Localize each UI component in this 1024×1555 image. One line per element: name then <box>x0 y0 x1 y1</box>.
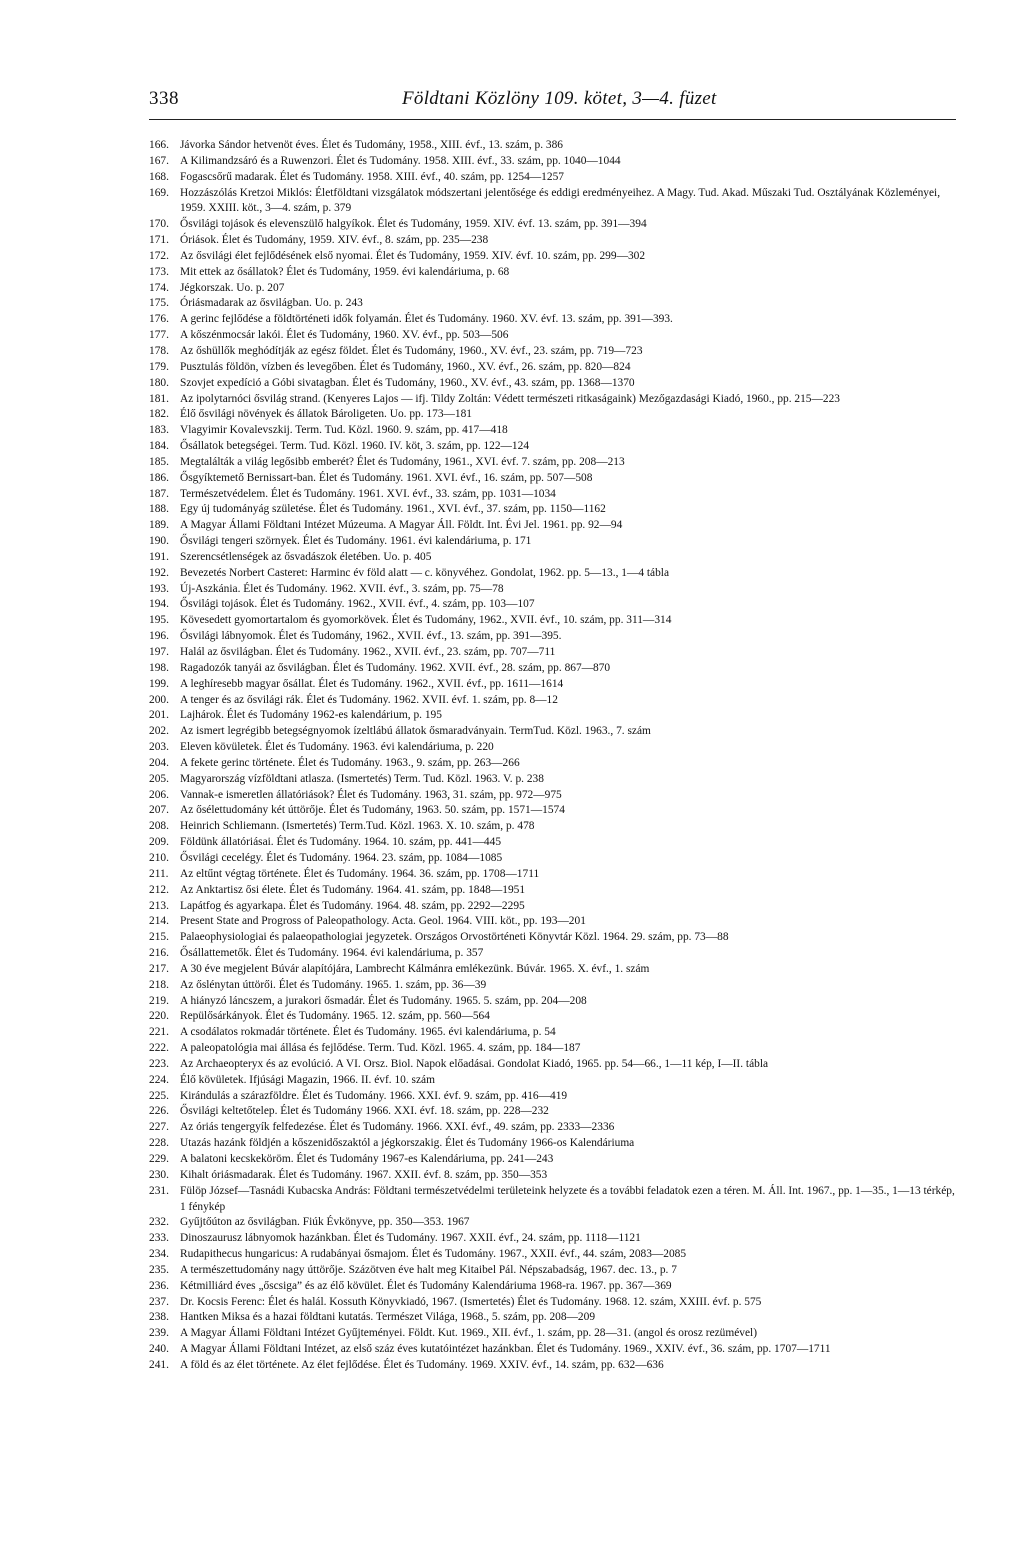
entry-text: Lapátfog és agyarkapa. Élet és Tudomány. 1964. 48. szám, pp. 2292—2295 <box>180 899 525 912</box>
bibliography-entry <box>149 487 959 503</box>
entry-number: 216. <box>149 947 169 960</box>
bibliography-entry <box>149 867 959 883</box>
entry-number: 195. <box>149 614 169 627</box>
entry-number: 212. <box>149 883 169 896</box>
entry-number: 233. <box>149 1232 169 1245</box>
bibliography-entry <box>149 265 959 281</box>
entry-number: 221. <box>149 1026 169 1039</box>
bibliography-entry <box>149 1136 959 1152</box>
bibliography-entry <box>149 138 959 154</box>
bibliography-entry <box>149 1326 959 1342</box>
entry-number: 194. <box>149 598 169 611</box>
entry-text: Ősvilági tengeri szörnyek. Élet és Tudomány. 1961. évi kalendáriuma, p. 171 <box>180 535 532 548</box>
bibliography-entry <box>149 1152 959 1168</box>
bibliography-entry <box>149 328 959 344</box>
entry-number: 191. <box>149 550 169 563</box>
entry-text: A Magyar Állami Földtani Intézet, az első száz éves kutatóintézet hazánkban. Élet és Tudomány. 1969., XXIV. évf., 36. szám, pp. 1707—1711 <box>180 1343 831 1356</box>
entry-number: 217. <box>149 962 169 975</box>
entry-number: 179. <box>149 360 169 373</box>
entry-number: 226. <box>149 1105 169 1118</box>
entry-text: Vannak-e ismeretlen állatóriások? Élet és Tudomány. 1963, 31. szám, pp. 972—975 <box>180 788 562 801</box>
bibliography-entry <box>149 1057 959 1073</box>
entry-number: 172. <box>149 249 169 262</box>
entry-number: 208. <box>149 820 169 833</box>
bibliography-entry <box>149 677 959 693</box>
bibliography-entry <box>149 1279 959 1295</box>
entry-text: A Magyar Állami Földtani Intézet Gyűjteményei. Földt. Kut. 1969., XII. évf., 1. szám, pp. 28—31. (angol és orosz rezümével) <box>180 1327 757 1340</box>
bibliography-entry <box>149 708 959 724</box>
entry-number: 228. <box>149 1137 169 1150</box>
entry-number: 231. <box>149 1184 169 1197</box>
bibliography-entry <box>149 1184 959 1216</box>
entry-text: Present State and Progross of Paleopathology. Acta. Geol. 1964. VIII. köt., pp. 193—201 <box>180 915 586 928</box>
entry-number: 197. <box>149 646 169 658</box>
bibliography-entry <box>149 978 959 994</box>
entry-number: 214. <box>149 915 169 928</box>
entry-text: Magyarország vízföldtani atlasza. (Ismertetés) Term. Tud. Közl. 1963. V. p. 238 <box>180 772 544 785</box>
bibliography-entry <box>149 502 959 518</box>
bibliography-entry <box>149 1168 959 1184</box>
entry-text: Utazás hazánk földjén a kőszenidőszaktól a jégkorszakig. Élet és Tudomány 1966-os Kalendáriuma <box>180 1137 635 1150</box>
bibliography-entry <box>149 883 959 899</box>
bibliography-entry <box>149 154 959 170</box>
entry-number: 185. <box>149 455 169 468</box>
entry-text: Fogascsőrű madarak. Élet és Tudomány. 1958. XIII. évf., 40. szám, pp. 1254—1257 <box>180 170 564 183</box>
bibliography-entry <box>149 661 959 677</box>
entry-text: Kövesedett gyomortartalom és gyomorkövek. Élet és Tudomány, 1962., XVII. évf., 10. szám, pp. 311—314 <box>180 614 672 627</box>
bibliography-entry <box>149 217 959 233</box>
entry-number: 207. <box>149 804 169 817</box>
bibliography-entry <box>149 1089 959 1105</box>
bibliography-entry <box>149 819 959 835</box>
bibliography-entry <box>149 613 959 629</box>
entry-text: Ősvilági lábnyomok. Élet és Tudomány, 1962., XVII. évf., 13. szám, pp. 391—395. <box>180 630 562 643</box>
entry-number: 206. <box>149 788 169 801</box>
entry-number: 199. <box>149 677 169 690</box>
bibliography-entry <box>149 1358 959 1374</box>
entry-text: Ősvilági keltetőtelep. Élet és Tudomány 1966. XXI. évf. 18. szám, pp. 228—232 <box>180 1105 549 1118</box>
entry-number: 196. <box>149 630 169 643</box>
entry-text: A tenger és az ősvilági rák. Élet és Tudomány. 1962. XVII. évf. 1. szám, pp. 8—12 <box>180 693 558 706</box>
bibliography-entry <box>149 835 959 851</box>
bibliography-entry <box>149 550 959 566</box>
bibliography-entry <box>149 1295 959 1311</box>
bibliography-entry <box>149 471 959 487</box>
entry-number: 189. <box>149 519 169 532</box>
entry-text: Dinoszaurusz lábnyomok hazánkban. Élet és Tudomány. 1967. XXII. évf., 24. szám, pp. 1118—1121 <box>180 1232 641 1245</box>
entry-number: 192. <box>149 566 169 579</box>
entry-text: A hiányzó láncszem, a jurakori ősmadár. Élet és Tudomány. 1965. 5. szám, pp. 204—208 <box>180 994 587 1007</box>
entry-number: 209. <box>149 836 169 849</box>
bibliography-entry <box>149 788 959 804</box>
entry-number: 232. <box>149 1216 169 1229</box>
entry-text: Lajhárok. Élet és Tudomány 1962-es kalendárium, p. 195 <box>180 709 442 722</box>
entry-text: Természetvédelem. Élet és Tudomány. 1961. XVI. évf., 33. szám, pp. 1031—1034 <box>180 487 556 500</box>
bibliography-entry <box>149 233 959 249</box>
entry-number: 175. <box>149 297 169 310</box>
bibliography-entry <box>149 186 959 218</box>
bibliography-entry <box>149 1025 959 1041</box>
entry-number: 166. <box>149 139 169 151</box>
entry-text: Az ipolytarnóci ősvilág strand. (Kenyeres Lajos — ifj. Tildy Zoltán: Védett természeti ritkaságaink) Mezőgazdasági Kiadó, 1960., pp. 215—223 <box>180 392 840 405</box>
entry-text: Az Anktartisz ősi élete. Élet és Tudomány. 1964. 41. szám, pp. 1848—1951 <box>180 883 526 896</box>
entry-number: 239. <box>149 1327 169 1340</box>
entry-number: 213. <box>149 899 169 912</box>
entry-text: Megtalálták a világ legősibb emberét? Élet és Tudomány, 1961., XVI. évf. 7. szám, pp. 208—213 <box>180 455 625 468</box>
entry-number: 169. <box>149 186 169 199</box>
entry-text: Új-Aszkánia. Élet és Tudomány. 1962. XVII. évf., 3. szám, pp. 75—78 <box>180 582 504 595</box>
entry-text: Földünk állatóriásai. Élet és Tudomány. 1964. 10. szám, pp. 441—445 <box>180 836 502 849</box>
bibliography-entry <box>149 1247 959 1263</box>
entry-number: 236. <box>149 1279 169 1292</box>
page-header <box>149 88 956 118</box>
bibliography-entry <box>149 1215 959 1231</box>
entry-text: Pusztulás földön, vízben és levegőben. Élet és Tudomány, 1960., XV. évf., 26. szám, pp. 820—824 <box>180 360 631 373</box>
entry-number: 234. <box>149 1248 169 1261</box>
bibliography-entry <box>149 645 959 661</box>
entry-text: Hozzászólás Kretzoi Miklós: Életföldtani vizsgálatok módszertani jelentősége és eddigi eredményeihez. A Magy. Tud. Akad. Műszaki Tud. Osztályának Közleményei, 1959. XXIII. köt., 3—4. szám, p. 379 <box>180 186 941 215</box>
bibliography-entry <box>149 693 959 709</box>
entry-number: 177. <box>149 329 169 342</box>
bibliography-entry <box>149 1041 959 1057</box>
bibliography-entry <box>149 851 959 867</box>
entry-text: A természettudomány nagy úttörője. Százötven éve halt meg Kitaibel Pál. Népszabadság, 1967. dec. 13., p. 7 <box>180 1263 677 1276</box>
entry-text: Óriásmadarak az ősvilágban. Uo. p. 243 <box>180 297 363 310</box>
running-title: Földtani Közlöny 109. kötet, 3—4. füzet <box>402 88 717 109</box>
entry-text: Élő kövületek. Ifjúsági Magazin, 1966. II. évf. 10. szám <box>180 1073 435 1086</box>
entry-number: 202. <box>149 725 169 738</box>
entry-text: Az óriás tengergyík felfedezése. Élet és Tudomány. 1966. XXI. évf., 49. szám, pp. 2333—2336 <box>180 1121 615 1134</box>
entry-number: 201. <box>149 709 169 722</box>
entry-number: 219. <box>149 994 169 1007</box>
entry-number: 174. <box>149 281 169 294</box>
entry-number: 215. <box>149 931 169 944</box>
entry-number: 200. <box>149 693 169 706</box>
bibliography-entry <box>149 312 959 328</box>
entry-number: 238. <box>149 1311 169 1324</box>
entry-text: Bevezetés Norbert Casteret: Harminc év föld alatt — c. könyvéhez. Gondolat, 1962. pp. 5—13., 1—4 tábla <box>180 566 670 579</box>
entry-number: 184. <box>149 440 169 453</box>
entry-text: A balatoni kecskeköröm. Élet és Tudomány 1967-es Kalendáriuma, pp. 241—243 <box>180 1153 554 1165</box>
entry-number: 186. <box>149 471 169 484</box>
entry-number: 210. <box>149 851 169 864</box>
entry-text: Mit ettek az ősállatok? Élet és Tudomány, 1959. évi kalendáriuma, p. 68 <box>180 265 510 278</box>
entry-text: Óriások. Élet és Tudomány, 1959. XIV. évf., 8. szám, pp. 235—238 <box>180 234 489 247</box>
entry-text: Heinrich Schliemann. (Ismertetés) Term.Tud. Közl. 1963. X. 10. szám, p. 478 <box>180 820 535 833</box>
entry-text: Az őshüllők meghódítják az egész földet. Élet és Tudomány, 1960., XV. évf., 23. szám, pp. 719—723 <box>180 344 643 357</box>
entry-text: Eleven kövületek. Élet és Tudomány. 1963. évi kalendáriuma, p. 220 <box>180 741 494 754</box>
bibliography-entry <box>149 518 959 534</box>
bibliography-entry <box>149 629 959 645</box>
bibliography-entry <box>149 899 959 915</box>
entry-number: 190. <box>149 535 169 548</box>
entry-text: A gerinc fejlődése a földtörténeti idők folyamán. Élet és Tudomány. 1960. XV. évf. 13. szám, pp. 391—393. <box>180 313 673 326</box>
bibliography-entry <box>149 1073 959 1089</box>
entry-number: 218. <box>149 978 169 991</box>
bibliography-entry <box>149 249 959 265</box>
entry-text: Az ismert legrégibb betegségnyomok ízeltlábú állatok ősmaradványain. TermTud. Közl. 1963., 7. szám <box>180 725 651 738</box>
bibliography-list <box>149 138 959 1374</box>
entry-text: A fekete gerinc története. Élet és Tudomány. 1963., 9. szám, pp. 263—266 <box>180 756 520 769</box>
entry-number: 204. <box>149 756 169 769</box>
entry-number: 176. <box>149 313 169 326</box>
entry-number: 230. <box>149 1168 169 1181</box>
bibliography-entry <box>149 1009 959 1025</box>
entry-text: A 30 éve megjelent Búvár alapítójára, Lambrecht Kálmánra emlékezünk. Búvár. 1965. X. évf., 1. szám <box>180 962 650 975</box>
bibliography-entry <box>149 376 959 392</box>
entry-number: 235. <box>149 1263 169 1276</box>
entry-number: 223. <box>149 1057 169 1070</box>
entry-text: Az őslénytan úttörői. Élet és Tudomány. 1965. 1. szám, pp. 36—39 <box>180 978 487 991</box>
entry-text: Hantken Miksa és a hazai földtani kutatás. Természet Világa, 1968., 5. szám, pp. 208—209 <box>180 1311 596 1324</box>
bibliography-entry <box>149 914 959 930</box>
bibliography-entry <box>149 1231 959 1247</box>
entry-text: Halál az ősvilágban. Élet és Tudomány. 1962., XVII. évf., 23. szám, pp. 707—711 <box>180 646 556 658</box>
bibliography-entry <box>149 1263 959 1279</box>
entry-text: Kihalt óriásmadarak. Élet és Tudomány. 1967. XXII. évf. 8. szám, pp. 350—353 <box>180 1168 548 1181</box>
bibliography-entry <box>149 296 959 312</box>
entry-text: Ragadozók tanyái az ősvilágban. Élet és Tudomány. 1962. XVII. évf., 28. szám, pp. 867—870 <box>180 661 611 674</box>
page-number: 338 <box>149 88 179 109</box>
entry-text: Élő ősvilági növények és állatok Bároligeten. Uo. pp. 173—181 <box>180 408 472 421</box>
entry-text: Ősállatok betegségei. Term. Tud. Közl. 1960. IV. köt, 3. szám, pp. 122—124 <box>180 440 530 453</box>
entry-text: Kétmilliárd éves „őscsiga” és az élő kövület. Élet és Tudomány Kalendáriuma 1968-ra. 1967. pp. 367—369 <box>180 1279 672 1292</box>
entry-number: 170. <box>149 218 169 231</box>
bibliography-entry <box>149 344 959 360</box>
entry-number: 225. <box>149 1089 169 1102</box>
entry-text: Vlagyimir Kovalevszkij. Term. Tud. Közl. 1960. 9. szám, pp. 417—418 <box>180 424 508 437</box>
bibliography-entry <box>149 1120 959 1136</box>
bibliography-entry <box>149 423 959 439</box>
entry-text: A leghíresebb magyar ősállat. Élet és Tudomány. 1962., XVII. évf., pp. 1611—1614 <box>180 677 564 690</box>
bibliography-entry <box>149 566 959 582</box>
bibliography-entry <box>149 534 959 550</box>
entry-number: 241. <box>149 1358 169 1371</box>
bibliography-entry <box>149 582 959 598</box>
entry-text: Ősállattemetők. Élet és Tudomány. 1964. évi kalendáriuma, p. 357 <box>180 947 484 960</box>
entry-text: Fülöp József—Tasnádi Kubacska András: Földtani természetvédelmi területeink helyzete és a további feladatok ezen a téren. M. Áll. Int. 1967., pp. 1—35., 1—13 térkép, 1 fénykép <box>180 1184 955 1213</box>
bibliography-entry <box>149 1310 959 1326</box>
bibliography-entry <box>149 1104 959 1120</box>
entry-number: 181. <box>149 392 169 405</box>
entry-text: Ősvilági cecelégy. Élet és Tudomány. 1964. 23. szám, pp. 1084—1085 <box>180 851 503 864</box>
entry-text: Az eltűnt végtag története. Élet és Tudomány. 1964. 36. szám, pp. 1708—1711 <box>180 867 540 880</box>
bibliography-entry <box>149 439 959 455</box>
entry-number: 198. <box>149 661 169 674</box>
entry-text: A kőszénmocsár lakói. Élet és Tudomány, 1960. XV. évf., pp. 503—506 <box>180 329 509 342</box>
entry-number: 188. <box>149 503 169 516</box>
bibliography-entry <box>149 740 959 756</box>
entry-text: Ősvilági tojások. Élet és Tudomány. 1962., XVII. évf., 4. szám, pp. 103—107 <box>180 598 535 611</box>
header-rule <box>149 119 956 120</box>
entry-number: 224. <box>149 1073 169 1086</box>
bibliography-entry <box>149 772 959 788</box>
entry-text: Kirándulás a szárazföldre. Élet és Tudomány. 1966. XXI. évf. 9. szám, pp. 416—419 <box>180 1089 568 1102</box>
entry-number: 229. <box>149 1153 169 1165</box>
entry-text: Repülősárkányok. Élet és Tudomány. 1965. 12. szám, pp. 560—564 <box>180 1010 490 1023</box>
entry-number: 168. <box>149 170 169 183</box>
entry-text: Jégkorszak. Uo. p. 207 <box>180 281 285 294</box>
entry-text: Dr. Kocsis Ferenc: Élet és halál. Kossuth Könyvkiadó, 1967. (Ismertetés) Élet és Tudomány. 1968. 12. szám, XXIII. évf. p. 575 <box>180 1295 762 1308</box>
entry-text: Az ősélettudomány két úttörője. Élet és Tudomány, 1963. 50. szám, pp. 1571—1574 <box>180 804 565 817</box>
entry-number: 203. <box>149 741 169 754</box>
bibliography-entry <box>149 962 959 978</box>
entry-number: 205. <box>149 772 169 785</box>
entry-text: Szerencsétlenségek az ősvadászok életében. Uo. p. 405 <box>180 550 432 563</box>
entry-text: A paleopatológia mai állása és fejlődése. Term. Tud. Közl. 1965. 4. szám, pp. 184—187 <box>180 1042 581 1055</box>
entry-text: Szovjet expedíció a Góbi sivatagban. Élet és Tudomány, 1960., XV. évf., 43. szám, pp. 1368—1370 <box>180 376 635 389</box>
entry-number: 240. <box>149 1343 169 1356</box>
entry-text: A föld és az élet története. Az élet fejlődése. Élet és Tudomány. 1969. XXIV. évf., 14. szám, pp. 632—636 <box>180 1358 664 1371</box>
bibliography-entry <box>149 360 959 376</box>
entry-text: Az Archaeopteryx és az evolúció. A VI. Orsz. Biol. Napok előadásai. Gondolat Kiadó, 1965. pp. 54—66., 1—11 kép, I—II. tábla <box>180 1057 769 1070</box>
entry-number: 227. <box>149 1121 169 1134</box>
bibliography-entry <box>149 170 959 186</box>
bibliography-entry <box>149 994 959 1010</box>
entry-text: Palaeophysiologiai és palaeopathologiai jegyzetek. Országos Orvostörténeti Könyvtár Közl. 1964. 29. szám, pp. 73—88 <box>180 931 729 944</box>
bibliography-entry <box>149 930 959 946</box>
entry-text: Ősvilági tojások és elevenszülő halgyíkok. Élet és Tudomány, 1959. XIV. évf. 13. szám, pp. 391—394 <box>180 218 647 231</box>
bibliography-entry <box>149 455 959 471</box>
bibliography-entry <box>149 597 959 613</box>
bibliography-entry <box>149 803 959 819</box>
entry-text: Ősgyíktemető Bernissart-ban. Élet és Tudomány. 1961. XVI. évf., 16. szám, pp. 507—508 <box>180 471 593 484</box>
bibliography-entry <box>149 724 959 740</box>
entry-number: 222. <box>149 1042 169 1055</box>
bibliography-entry <box>149 756 959 772</box>
entry-text: Rudapithecus hungaricus: A rudabányai ősmajom. Élet és Tudomány. 1967., XXII. évf., 44. szám, 2083—2085 <box>180 1248 687 1261</box>
entry-number: 180. <box>149 376 169 389</box>
entry-number: 182. <box>149 408 169 421</box>
entry-text: A csodálatos rokmadár története. Élet és Tudomány. 1965. évi kalendáriuma, p. 54 <box>180 1026 556 1039</box>
entry-number: 178. <box>149 344 169 357</box>
entry-text: Az ősvilági élet fejlődésének első nyomai. Élet és Tudomány, 1959. XIV. évf. 10. szám, pp. 299—302 <box>180 249 646 262</box>
bibliography-entry <box>149 407 959 423</box>
entry-text: Jávorka Sándor hetvenöt éves. Élet és Tudomány, 1958., XIII. évf., 13. szám, p. 386 <box>180 139 563 151</box>
entry-text: A Kilimandzsáró és a Ruwenzori. Élet és Tudomány. 1958. XIII. évf., 33. szám, pp. 1040—1044 <box>180 154 621 167</box>
entry-number: 183. <box>149 424 169 437</box>
entry-number: 211. <box>149 867 169 880</box>
entry-text: Gyűjtőúton az ősvilágban. Fiúk Évkönyve, pp. 350—353. 1967 <box>180 1216 470 1229</box>
entry-number: 193. <box>149 582 169 595</box>
entry-number: 220. <box>149 1010 169 1023</box>
bibliography-entry <box>149 281 959 297</box>
entry-text: A Magyar Állami Földtani Intézet Múzeuma. A Magyar Áll. Földt. Int. Évi Jel. 1961. pp. 92—94 <box>180 519 623 532</box>
entry-number: 171. <box>149 234 169 247</box>
entry-text: Egy új tudományág születése. Élet és Tudomány. 1961., XVI. évf., 37. szám, pp. 1150—1162 <box>180 503 606 516</box>
entry-number: 167. <box>149 154 169 167</box>
entry-number: 187. <box>149 487 169 500</box>
entry-number: 237. <box>149 1295 169 1308</box>
entry-number: 173. <box>149 265 169 278</box>
bibliography-entry <box>149 1342 959 1358</box>
bibliography-entry <box>149 946 959 962</box>
bibliography-entry <box>149 392 959 408</box>
